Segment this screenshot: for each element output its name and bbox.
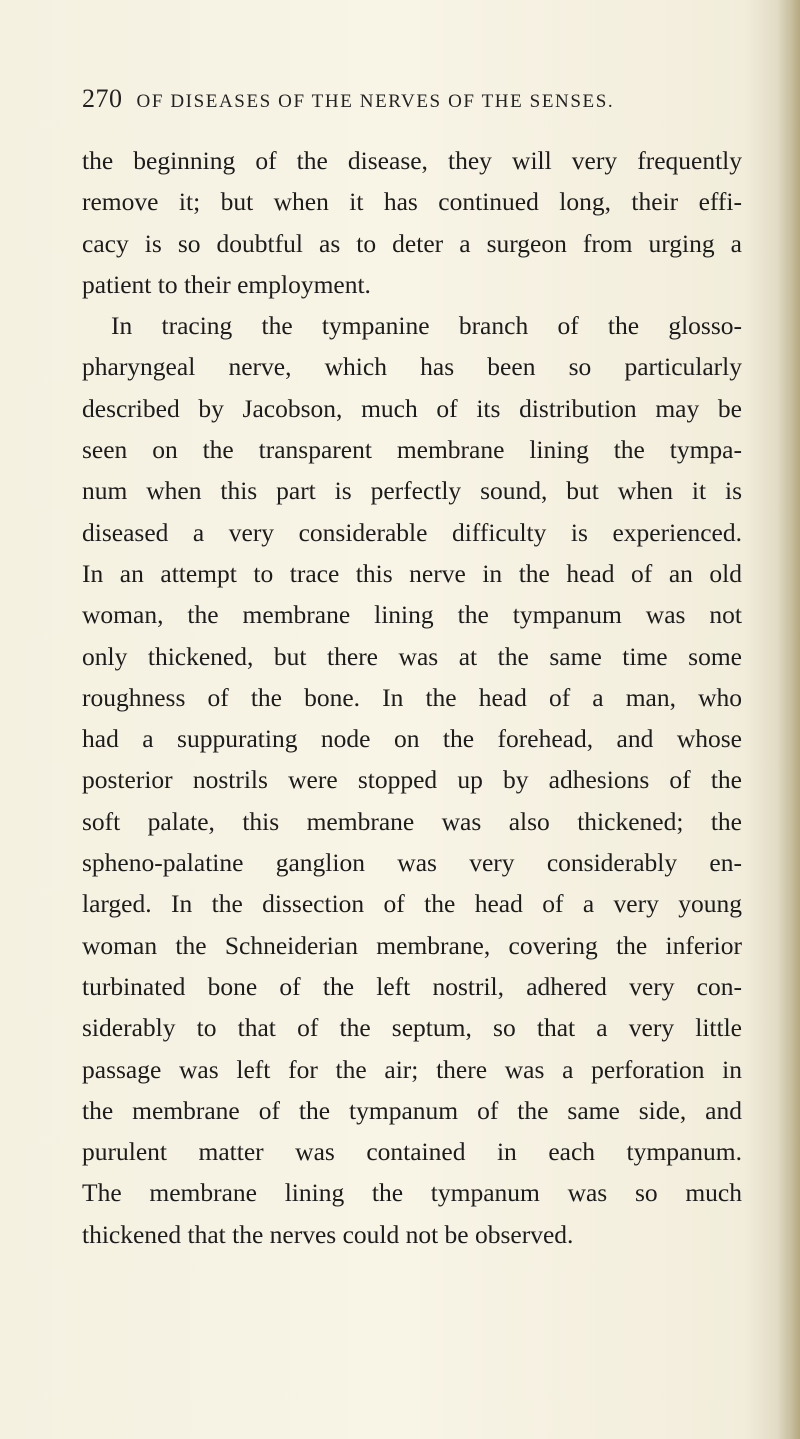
running-head: OF DISEASES OF THE NERVES OF THE SENSES. [136, 91, 615, 112]
text-line: posterior nostrils were stopped up by adhesions of the [82, 765, 742, 795]
text-line: In tracing the tympanine branch of the glosso- [111, 311, 742, 341]
text-line: only thickened, but there was at the same time some [82, 641, 742, 671]
text-line: In an attempt to trace this nerve in the head of an old [82, 558, 742, 588]
text-line: seen on the transparent membrane lining the tympa- [82, 435, 742, 465]
text-line: The membrane lining the tympanum was so much [82, 1178, 742, 1208]
text-line: passage was left for the air; there was a perforation in [82, 1054, 742, 1084]
text-line: spheno-palatine ganglion was very considerably en- [82, 848, 742, 878]
page-edge-shadow [778, 0, 800, 1439]
text-line: purulent matter was contained in each tympanum. [82, 1137, 742, 1167]
text-line: patient to their employment. [82, 269, 371, 299]
page-header [82, 84, 722, 118]
text-line: thickened that the nerves could not be observed. [82, 1219, 574, 1249]
text-line: roughness of the bone. In the head of a man, who [82, 682, 742, 712]
text-line: pharyngeal nerve, which has been so particularly [82, 352, 742, 382]
body-text [82, 140, 742, 1255]
text-line: described by Jacobson, much of its distribution may be [82, 393, 742, 423]
text-line: woman the Schneiderian membrane, covering the inferior [82, 930, 742, 960]
text-line: had a suppurating node on the forehead, and whose [82, 724, 742, 754]
text-line: soft palate, this membrane was also thickened; the [82, 806, 742, 836]
text-line: the beginning of the disease, they will very frequently [82, 146, 742, 175]
text-line: turbinated bone of the left nostril, adhered very con- [82, 971, 742, 1001]
text-line: cacy is so doubtful as to deter a surgeon from urging a [82, 228, 742, 258]
text-line: remove it; but when it has continued long, their effi- [82, 187, 742, 217]
text-line: woman, the membrane lining the tympanum was not [82, 600, 742, 630]
text-line: num when this part is perfectly sound, but when it is [82, 476, 742, 506]
text-line: the membrane of the tympanum of the same side, and [82, 1095, 742, 1125]
page-number: 270 [82, 84, 123, 113]
text-line: siderably to that of the septum, so that a very little [82, 1013, 742, 1043]
text-line: diseased a very considerable difficulty is experienced. [82, 517, 742, 547]
text-line: larged. In the dissection of the head of a very young [82, 889, 742, 919]
